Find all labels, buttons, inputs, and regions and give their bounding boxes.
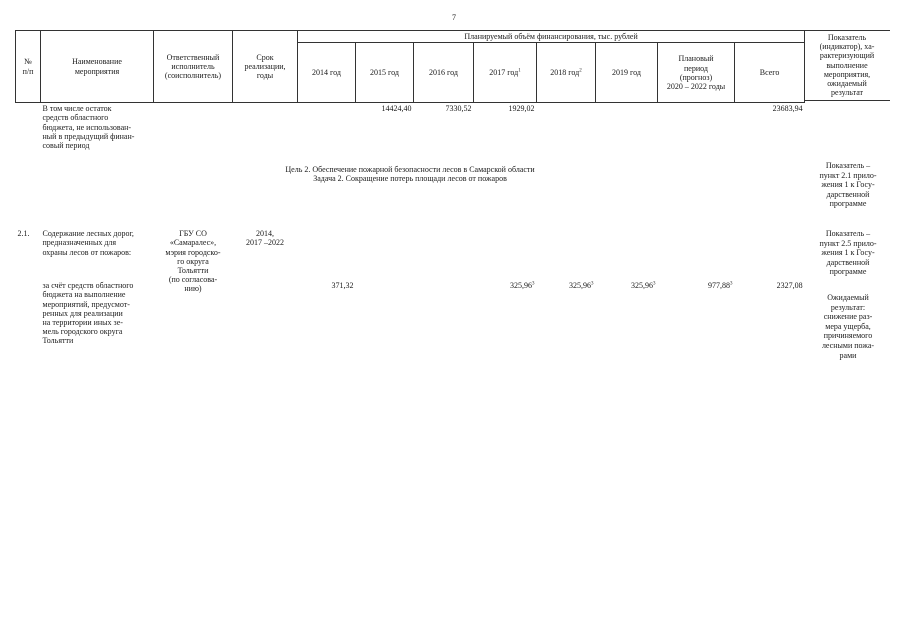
header-name: Наименование мероприятия: [41, 31, 154, 103]
header-2015: 2015 год: [356, 43, 414, 103]
header-2014: 2014 год: [298, 43, 356, 103]
item-2-1-2014: 371,32: [331, 281, 354, 291]
header-term: Срок реализации, годы: [233, 31, 298, 103]
header-2018: [537, 43, 596, 103]
item-2-1-term: 2014, 2017 –2022: [246, 229, 284, 248]
financing-table: [15, 30, 805, 347]
item-2-1-sub-name: за счёт средств областного бюджета на выполнение мероприятий, предусмот- ренных для реализации на территории иных зе- мель городского округа Тольятти: [42, 281, 134, 346]
item-2-1-2018: [537, 280, 596, 346]
footnote-mark: 1: [518, 68, 521, 74]
header-financing: Планируемый объём финансирования, тыс. рублей: [298, 31, 805, 43]
header-indicator: Показатель (индикатор), ха- рактеризующий выполнение мероприятия, ожидаемый результат: [804, 30, 890, 101]
table-row-item-2-1: [16, 228, 805, 280]
header-2019: 2019 год: [596, 43, 658, 103]
goal-row: [16, 163, 805, 228]
header-2018-label: 2018 год: [550, 68, 580, 78]
item-2-1-2019: [596, 280, 658, 346]
header-num: № п/п: [16, 31, 41, 103]
item-2-1-responsible: ГБУ СО «Самаралес», мэрия городско- го округа Тольятти (по согласова- нию): [165, 229, 221, 294]
footnote-mark: 2: [579, 68, 582, 74]
footnote-mark: 3: [730, 281, 733, 287]
header-total: Всего: [735, 43, 805, 103]
item-2-1-name: Содержание лесных дорог, предназначенных для охраны лесов от пожаров:: [42, 229, 134, 257]
item-2-1-indicator: Показатель – пункт 2.5 прило- жения 1 к Госу- дарственной программе: [819, 229, 877, 277]
item-2-1-expected-result: Ожидаемый результат: снижение раз- мера ущерба, причиняемого лесными пожа- рами: [821, 293, 875, 360]
header-2016: 2016 год: [414, 43, 474, 103]
item-2-1-plan-value: 977,88: [708, 281, 730, 291]
remainder-total: 23683,94: [772, 104, 803, 114]
task-title: Задача 2. Сокращение потерь площади лесов от пожаров: [313, 174, 507, 184]
goal-indicator: Показатель – пункт 2.1 прило- жения 1 к Госу- дарственной программе: [819, 161, 877, 209]
footnote-mark: 3: [532, 281, 535, 287]
header-2017: [474, 43, 537, 103]
page-number: 7: [452, 13, 456, 22]
header-responsible: Ответственный исполнитель (соисполнитель): [154, 31, 233, 103]
item-2-1-2017: [474, 280, 537, 346]
item-2-1-2017-value: 325,96: [510, 281, 532, 291]
item-2-1-2018-value: 325,96: [569, 281, 591, 291]
remainder-2017: 1929,02: [508, 104, 535, 114]
header-2017-label: 2017 год: [489, 68, 519, 78]
remainder-name: В том числе остаток средств областного бюджета, не использован- ный в предыдущий финан- совый период: [42, 104, 135, 150]
item-2-1-plan: [658, 280, 735, 346]
goal-title: Цель 2. Обеспечение пожарной безопасности лесов в Самарской области: [285, 165, 535, 175]
header-plan-period: Плановый период (прогноз) 2020 – 2022 годы: [658, 43, 735, 103]
table-row-remainder: [16, 103, 805, 164]
remainder-2016: 7330,52: [445, 104, 472, 114]
item-2-1-2019-value: 325,96: [631, 281, 653, 291]
footnote-mark: 3: [591, 281, 594, 287]
item-2-1-total: 2327,08: [776, 281, 803, 291]
remainder-2015: 14424,40: [381, 104, 412, 114]
table-row-item-2-1-sub: [16, 280, 805, 346]
item-2-1-num: 2.1.: [17, 229, 30, 239]
footnote-mark: 3: [653, 281, 656, 287]
